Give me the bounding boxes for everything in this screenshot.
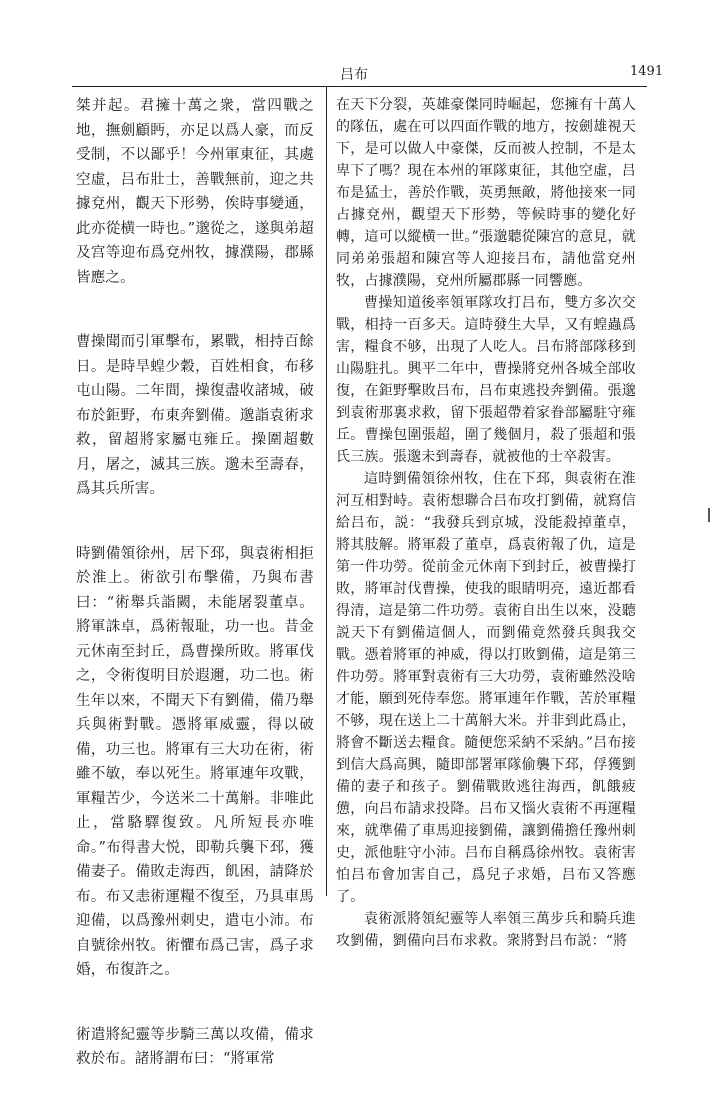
classical-paragraph: 術遣將紀靈等步騎三萬以攻備，備求救於布。諸將謂布曰：“將軍常: [76, 1026, 314, 1067]
page-number: 1491: [630, 64, 664, 79]
classical-paragraph: 時劉備領徐州，居下邳，與袁術相拒於淮上。術欲引布擊備，乃與布書曰：“術舉兵詣闕，未能屠裂董卓。將軍誅卓，爲術報耻，功一也。昔金元休南至封丘，爲曹操所敗。將軍伐之，令術復明目於遐邇，功二也。術生年以來，不聞天下有劉備，備乃舉兵與術對戰。憑將軍威靈，得以破備，功三也。將軍有三大功在術，術雖不敏，奉以死生。將軍連年攻戰，軍糧苦少，今送米二十萬斛。非唯此止，當駱驛復致。凡所短長亦唯命。”布得書大悦，即勒兵襲下邳，獲備妻子。備敗走海西，飢困，請降於布。布又恚術運糧不復至，乃具車馬迎備，以爲豫州刺史，遣屯小沛。布自號徐州牧。術懼布爲己害，爲子求婚，布復許之。: [76, 545, 314, 978]
translation-paragraph: 袁術派將領紀靈等人率領三萬步兵和騎兵進攻劉備，劉備向吕布求救。衆將對吕布説：“將: [336, 911, 636, 949]
classical-text-column: [76, 94, 314, 1112]
translation-paragraph: 曹操知道後率領軍隊攻打吕布，雙方多次交戰，相持一百多天。這時發生大旱，又有蝗蟲爲害，糧食不够，出現了人吃人。吕布將部隊移到山陽駐扎。興平二年中，曹操將兗州各城全部收復，在鉅野擊敗吕布，吕布東逃投奔劉備。張邈到袁術那裏求救，留下張超帶着家眷部屬駐守雍丘。曹操包圍張超，圍了幾個月，殺了張超和張氏三族。張邈未到壽春，就被他的士卒殺害。: [336, 295, 636, 465]
translation-paragraph: 這時劉備領徐州牧，住在下邳，與袁術在淮河互相對峙。袁術想聯合吕布攻打劉備，就寫信給吕布，説：“我發兵到京城，没能殺掉董卓，將其肢解。將軍殺了董卓，爲袁術報了仇，這是第一件功勞。從前金元休南下到封丘，被曹操打敗，將軍討伐曹操，使我的眼睛明亮，遠近都看得清，這是第二件功勞。袁術自出生以來，没聽説天下有劉備這個人，而劉備竟然發兵與我交戰。憑着將軍的神威，得以打敗劉備，這是第三件功勞。將軍對袁術有三大功勞，袁術雖然没啥才能，願到死侍奉您。將軍連年作戰，苦於軍糧不够，現在送上二十萬斛大米。并非到此爲止，將會不斷送去糧食。隨便您采納不采納。”吕布接到信大爲高興，隨即部署軍隊偷襲下邳，俘獲劉備的妻子和孩子。劉備戰敗逃往海西，飢餓疲憊，向吕布請求投降。吕布又惱火袁術不再運糧來，就準備了車馬迎接劉備，讓劉備擔任豫州刺史，派他駐守小沛。吕布自稱爲徐州牧。袁術害怕吕布會加害自己，爲兒子求婚，吕布又答應了。: [336, 471, 636, 905]
classical-paragraph: 桀并起。君擁十萬之衆，當四戰之地，撫劍顧眄，亦足以爲人豪，而反受制，不以鄙乎！今州軍東征，其處空虛，吕布壯士，善戰無前，迎之共據兗州，觀天下形勢，俟時事變通，此亦從横一時也。”邈從之，遂與弟超及宫等迎布爲兗州牧，據濮陽，郡縣皆應之。: [76, 98, 314, 286]
header-rule: [72, 86, 647, 87]
column-divider: [326, 86, 327, 896]
translation-column: [336, 94, 636, 952]
translation-paragraph: 在天下分裂，英雄豪傑同時崛起，您擁有十萬人的隊伍，處在可以四面作戰的地方，按劍雄視天下，是可以做人中豪傑，反而被人控制，不是太卑下了嗎？現在本州的軍隊東征，其他空虛，吕布是猛士，善於作戰，英勇無敵，將他接來一同占據兗州，觀望天下形勢，等候時事的變化好轉，這可以縱横一世。”張邈聽從陳宫的意見，就同弟弟張超和陳宫等人迎接吕布，請他當兗州牧，占據濮陽，兗州所屬郡縣一同響應。: [336, 97, 636, 289]
classical-paragraph: 曹操聞而引軍擊布，累戰，相持百餘日。是時旱蝗少穀，百姓相食，布移屯山陽。二年間，操復盡收諸城，破布於鉅野，布東奔劉備。邈詣袁術求救，留超將家屬屯雍丘。操圍超數月，屠之，滅其三族。邈未至壽春，爲其兵所害。: [76, 334, 314, 497]
scan-edge-mark: [708, 508, 710, 522]
running-title: 吕布: [340, 67, 368, 83]
